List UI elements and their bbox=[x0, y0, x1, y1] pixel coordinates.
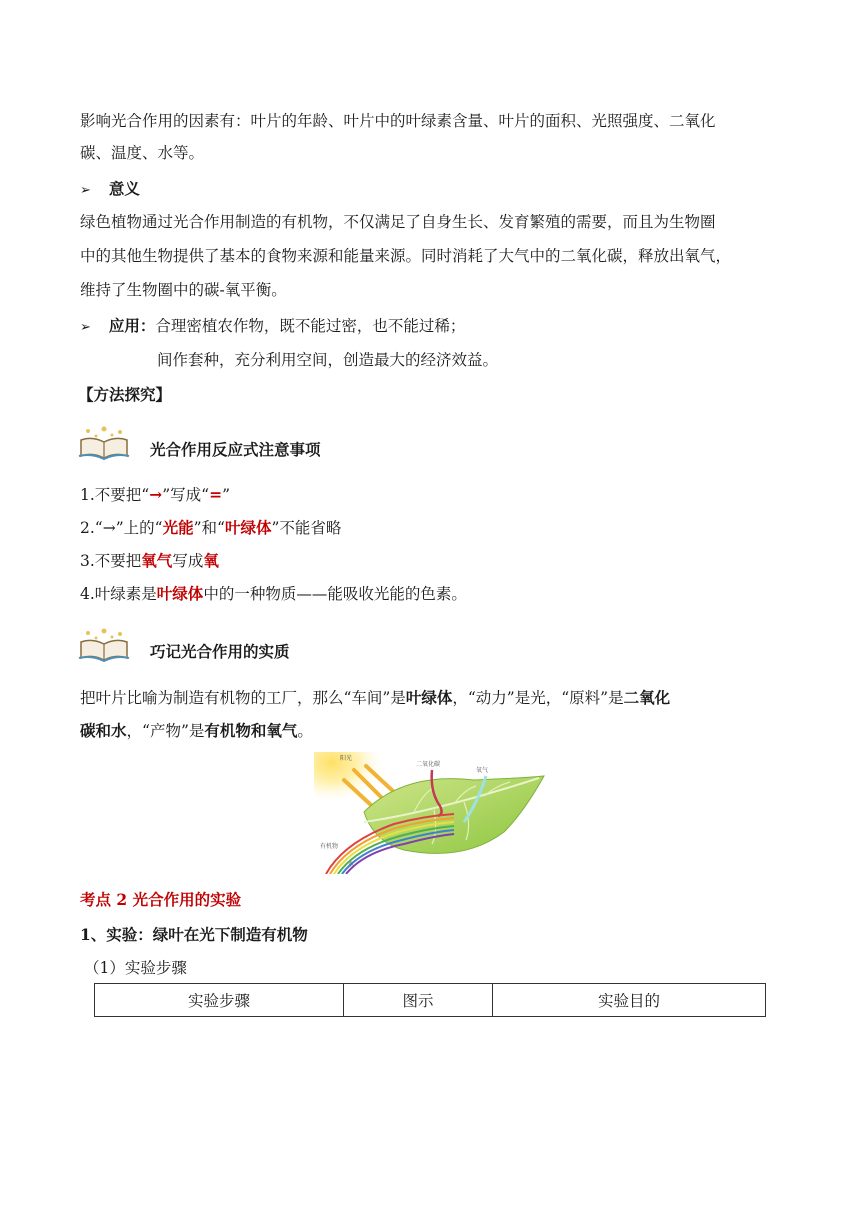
notes-title: 光合作用反应式注意事项 bbox=[150, 440, 321, 459]
table-header-purpose: 实验目的 bbox=[493, 984, 766, 1017]
label-sunlight: 阳光 bbox=[340, 755, 353, 762]
arrowhead-bullet-icon: ➢ bbox=[80, 320, 91, 335]
application-line-1: ➢ 应用：合理密植农作物，既不能过密，也不能过稀； bbox=[80, 316, 466, 335]
label-co2: 二氧化碳 bbox=[416, 761, 441, 768]
note-item-1: 1.不要把“→”写成“=” bbox=[80, 485, 231, 504]
factors-line-2: 碳、温度、水等。 bbox=[80, 144, 205, 162]
note-item-4: 4.叶绿素是叶绿体中的一种物质——能吸收光能的色素。 bbox=[80, 584, 467, 603]
arrowhead-bullet-icon: ➢ bbox=[80, 183, 91, 198]
note-item-3: 3.不要把氧气写成氧 bbox=[80, 551, 219, 570]
experiment-step-label: （1）实验步骤 bbox=[84, 959, 187, 977]
leaf-photosynthesis-figure bbox=[314, 752, 546, 874]
significance-line-1: 绿色植物通过光合作用制造的有机物，不仅满足了自身生长、发育繁殖的需要，而且为生物圈 bbox=[80, 213, 716, 231]
note-item-2: 2.“→”上的“光能”和“叶绿体”不能省略 bbox=[80, 518, 342, 537]
significance-line-3: 维持了生物圈中的碳-氧平衡。 bbox=[80, 281, 287, 299]
experiment-title: 1、实验：绿叶在光下制造有机物 bbox=[80, 925, 308, 944]
table-header-step: 实验步骤 bbox=[95, 984, 344, 1017]
section-kaodian-2: 考点 2 光合作用的实验 bbox=[80, 890, 242, 909]
method-heading: 【方法探究】 bbox=[78, 385, 172, 404]
experiment-table bbox=[94, 983, 766, 1017]
significance-line-2: 中的其他生物提供了基本的食物来源和能量来源。同时消耗了大气中的二氧化碳，释放出氧气， bbox=[80, 247, 732, 265]
open-book-icon bbox=[78, 426, 130, 460]
memory-line-1: 把叶片比喻为制造有机物的工厂，那么“车间”是叶绿体，“动力”是光，“原料”是二氧化 bbox=[80, 688, 671, 707]
open-book-icon bbox=[78, 628, 130, 662]
table-row bbox=[95, 984, 766, 1017]
application-line-2: 间作套种，充分利用空间，创造最大的经济效益。 bbox=[157, 351, 499, 369]
memory-title: 巧记光合作用的实质 bbox=[150, 642, 290, 661]
significance-heading: ➢ 意义 bbox=[80, 179, 140, 198]
table-header-figure: 图示 bbox=[344, 984, 493, 1017]
label-water: 水 bbox=[348, 861, 355, 868]
label-organic: 有机物 bbox=[320, 843, 339, 850]
factors-line-1: 影响光合作用的因素有：叶片的年龄、叶片中的叶绿素含量、叶片的面积、光照强度、二氧化 bbox=[80, 112, 716, 130]
label-o2: 氧气 bbox=[476, 767, 489, 774]
memory-line-2: 碳和水，“产物”是有机物和氧气。 bbox=[80, 721, 313, 740]
application-label: 应用： bbox=[108, 316, 156, 335]
